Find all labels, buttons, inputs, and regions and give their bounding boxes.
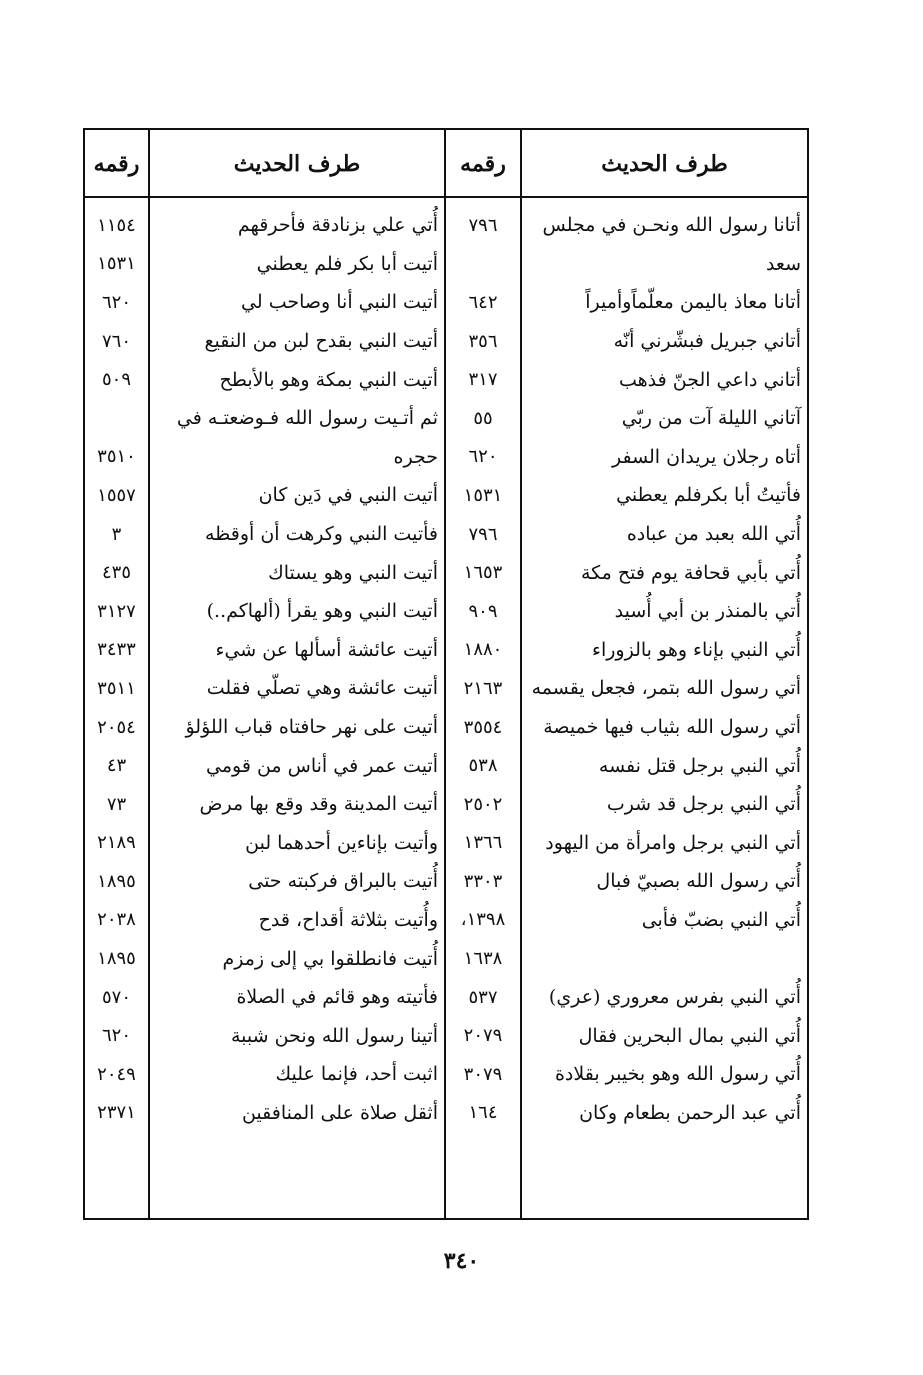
table-row [85, 206, 807, 245]
right-hadith-cell: أتي رسول الله بتمر، فجعل يقسمه [531, 677, 801, 700]
left-number-cell: ٣٥١١ [97, 677, 136, 699]
left-number-cell: ١٨٩٥ [97, 870, 136, 892]
left-number-cell: ١٨٩٥ [97, 948, 136, 970]
left-hadith-cell: أتيت على نهر حافتاه قباب اللؤلؤ [185, 716, 438, 739]
header-right-number: رقمه [460, 151, 506, 177]
table-row [85, 746, 807, 785]
right-number-cell: ٦٢٠ [468, 446, 498, 468]
right-hadith-cell: أُتي النبي برجل قد شرب [606, 793, 801, 816]
right-number-cell: ٩٠٩ [468, 600, 498, 622]
left-number-cell: ٦٢٠ [102, 1025, 132, 1047]
table-row [85, 1094, 807, 1133]
left-hadith-cell: أتيت النبي في دَين كان [258, 484, 438, 507]
header-right-hadith: طرف الحديث [601, 151, 728, 177]
right-hadith-cell: أتاني داعي الجنّ فذهب [618, 368, 801, 391]
right-hadith-cell: أُتي النبي بفرس معروري (عري) [548, 986, 801, 1009]
right-number-cell: ١٣٩٨، [460, 909, 506, 931]
table-row [85, 1016, 807, 1055]
right-number-cell: ١٨٨٠ [463, 639, 503, 661]
left-number-cell: ٣ [111, 523, 122, 545]
right-hadith-cell: أُتي رسول الله بصبيّ فبال [596, 870, 801, 893]
hadith-index-table [83, 128, 809, 1220]
right-hadith-cell: أُتي النبي بضبّ فأبى [641, 908, 801, 931]
table-row [85, 631, 807, 670]
right-hadith-cell: أتانا معاذ باليمن معلّماًوأميراً [585, 291, 801, 314]
right-number-cell: ٥٥ [473, 407, 493, 429]
right-hadith-cell: أُتي بالمنذر بن أبي أُسيد [614, 600, 801, 623]
right-number-cell: ٣٣٠٣ [463, 870, 503, 892]
left-hadith-cell: أُتيت بالبراق فركبته حتى [248, 870, 438, 893]
table-row [85, 592, 807, 631]
right-hadith-cell [522, 939, 807, 978]
right-number-cell: ١٥٣١ [463, 484, 503, 506]
right-number-cell: ٢٥٠٢ [463, 793, 503, 815]
table-row [85, 708, 807, 747]
right-number-cell: ١٦٥٣ [463, 562, 503, 584]
table-row [85, 939, 807, 978]
table-row [85, 476, 807, 515]
left-number-cell: ٢٠٣٨ [97, 909, 136, 931]
left-hadith-cell: أتيت النبي أنا وصاحب لي [241, 291, 438, 314]
right-number-cell: ٧٩٦ [468, 214, 498, 236]
table-row [85, 901, 807, 940]
right-number-cell: ٧٩٦ [468, 523, 498, 545]
table-row [85, 669, 807, 708]
right-hadith-cell: آتاني الليلة آت من ربّي [621, 407, 801, 430]
table-row [85, 399, 807, 438]
left-number-cell: ٤٣ [106, 755, 127, 777]
left-number-cell: ٢١٨٩ [97, 832, 136, 854]
right-hadith-cell: أُتي النبي بمال البحرين فقال [578, 1024, 801, 1047]
left-hadith-cell: حجره [393, 445, 438, 468]
left-hadith-cell: أتيت عمر في أناس من قومي [206, 754, 438, 777]
right-hadith-cell: أُتي رسول الله وهو بخيبر بقلادة [554, 1063, 801, 1086]
left-number-cell: ١١٥٤ [97, 214, 136, 236]
left-number-cell: ٧٣ [106, 793, 127, 815]
left-number-cell: ٦٢٠ [102, 291, 132, 313]
table-row [85, 824, 807, 863]
table-row [85, 1055, 807, 1094]
right-number-cell [446, 245, 520, 284]
right-number-cell: ١٦٤ [468, 1102, 498, 1124]
table-row [85, 360, 807, 399]
left-hadith-cell: أتيت النبي بمكة وهو بالأبطح [219, 368, 438, 391]
right-hadith-cell: أتاه رجلان يريدان السفر [611, 445, 801, 468]
right-hadith-cell: سعد [765, 252, 801, 275]
left-hadith-cell: أتينا رسول الله ونحن شببة [230, 1024, 438, 1047]
right-hadith-cell: أُتي النبي برجل قتل نفسه [598, 754, 801, 777]
left-number-cell: ٣١٢٧ [97, 600, 136, 622]
table-row [85, 785, 807, 824]
right-number-cell: ٢٠٧٩ [463, 1025, 503, 1047]
right-number-cell: ٢١٦٣ [463, 677, 503, 699]
left-hadith-cell: اثبت أحد، فإنما عليك [275, 1063, 438, 1086]
left-hadith-cell: أتيت النبي وهو يستاك [268, 561, 438, 584]
left-hadith-cell: فأتيته وهو قائم في الصلاة [236, 986, 438, 1009]
right-hadith-cell: أتاني جبريل فبشّرني أنّه [613, 330, 801, 353]
right-number-cell: ٣٥٥٤ [463, 716, 503, 738]
left-hadith-cell: وأتيت بإناءين أحدهما لبن [245, 831, 438, 854]
table-row [85, 438, 807, 477]
table-row [85, 283, 807, 322]
left-number-cell: ٥٠٩ [102, 369, 132, 391]
right-hadith-cell: أُتي الله بعبد من عباده [626, 523, 801, 546]
right-hadith-cell: فأتيتُ أبا بكرفلم يعطني [616, 484, 801, 507]
table-row [85, 515, 807, 554]
right-hadith-cell: أتي رسول الله بثياب فيها خميصة [543, 716, 801, 739]
right-hadith-cell: أُتي عبد الرحمن بطعام وكان [579, 1101, 801, 1124]
left-number-cell: ٣٥١٠ [97, 446, 136, 468]
left-number-cell: ٧٦٠ [102, 330, 132, 352]
header-left-hadith: طرف الحديث [233, 151, 361, 177]
left-hadith-cell: وأُتيت بثلاثة أقداح، قدح [258, 908, 438, 931]
right-number-cell: ١٣٦٦ [463, 832, 503, 854]
table-body [85, 206, 807, 1132]
left-number-cell: ١٥٣١ [97, 253, 136, 275]
left-hadith-cell: أتيت المدينة وقد وقع بها مرض [199, 793, 438, 816]
right-hadith-cell: أتانا رسول الله ونحـن في مجلس [542, 214, 801, 237]
left-number-cell: ٤٣٥ [102, 562, 132, 584]
left-hadith-cell: أُتي علي بزنادقة فأحرقهم [237, 214, 438, 237]
right-hadith-cell: أتي النبي برجل وامرأة من اليهود [545, 831, 801, 854]
left-number-cell: ٢٠٥٤ [97, 716, 136, 738]
left-number-cell [85, 399, 148, 438]
left-number-cell: ٢٣٧١ [97, 1102, 136, 1124]
left-hadith-cell: فأتيت النبي وكرهت أن أوقظه [204, 523, 438, 546]
left-hadith-cell: أتيت أبا بكر فلم يعطني [256, 252, 438, 275]
table-row [85, 862, 807, 901]
right-number-cell: ١٦٣٨ [463, 948, 503, 970]
left-number-cell: ٥٧٠ [102, 986, 132, 1008]
table-row [85, 245, 807, 284]
left-hadith-cell: أتيت النبي وهو يقرأ (ألهاكم..) [206, 600, 438, 623]
left-hadith-cell: أتيت عائشة أسألها عن شيء [215, 638, 438, 661]
right-number-cell: ٥٣٧ [468, 986, 498, 1008]
left-number-cell: ١٥٥٧ [97, 484, 136, 506]
table-row [85, 553, 807, 592]
right-number-cell: ٦٤٢ [468, 291, 498, 313]
table-row [85, 978, 807, 1017]
left-hadith-cell: أثقل صلاة على المنافقين [241, 1101, 438, 1124]
left-number-cell: ٣٤٣٣ [97, 639, 136, 661]
right-hadith-cell: أُتي بأبي قحافة يوم فتح مكة [580, 561, 801, 584]
right-hadith-cell: أُتي النبي بإناء وهو بالزوراء [592, 638, 801, 661]
table-row [85, 322, 807, 361]
right-number-cell: ٣١٧ [468, 369, 498, 391]
left-hadith-cell: ثم أتـيت رسول الله فـوضعتـه في [176, 407, 438, 430]
left-number-cell: ٢٠٤٩ [97, 1063, 136, 1085]
page-number: ٣٤٠ [443, 1248, 480, 1274]
right-number-cell: ٣٠٧٩ [463, 1063, 503, 1085]
left-hadith-cell: أُتيت فانطلقوا بي إلى زمزم [222, 947, 438, 970]
right-number-cell: ٣٥٦ [468, 330, 498, 352]
left-hadith-cell: أتيت عائشة وهي تصلّي فقلت [206, 677, 438, 700]
header-left-number: رقمه [93, 151, 140, 177]
left-hadith-cell: أتيت النبي بقدح لبن من النقيع [204, 330, 438, 353]
right-number-cell: ٥٣٨ [468, 755, 498, 777]
